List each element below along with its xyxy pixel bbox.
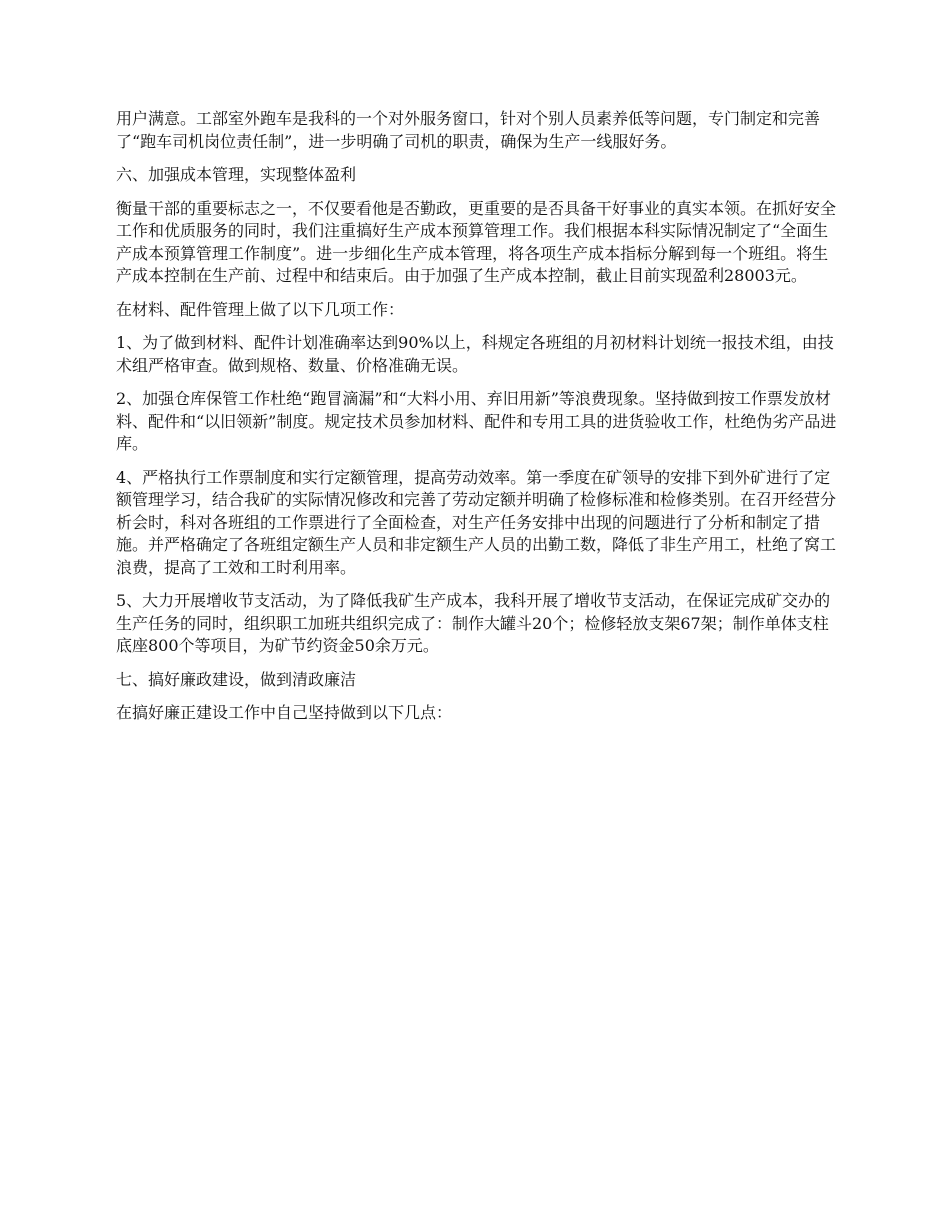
paragraph-service-window: 用户满意。工部室外跑车是我科的一个对外服务窗口，针对个别人员素养低等问题，专门制定和完善了“跑车司机岗位责任制”，进一步明确了司机的职责，确保为生产一线服好务。 [116,109,821,151]
list-item-work-ticket: 4、严格执行工作票制度和实行定额管理，提高劳动效率。第一季度在矿领导的安排下到外矿进行了定额管理学习，结合我矿的实际情况修改和完善了劳动定额并明确了检修标准和检修类别。在召开经营分析会时，科对各班组的工作票进行了全面检查，对生产任务安排中出现的问题进行了分析和制定了措施。并严格确定了各班组定额生产人员和非定额生产人员的出勤工数，降低了非生产用工，杜绝了窝工浪费，提高了工效和工时利用率。 [116,467,837,577]
paragraph-materials-intro: 在材料、配件管理上做了以下几项工作： [116,299,405,319]
section-heading-integrity: 七、搞好廉政建设，做到清政廉洁 [116,669,357,689]
paragraph-cost-budget: 衡量干部的重要标志之一，不仅要看他是否勤政，更重要的是否具备干好事业的真实本领。在抓好安全工作和优质服务的同时，我们注重搞好生产成本预算管理工作。我们根据本科实际情况制定了“全面生产成本预算管理工作制度”。进一步细化生产成本管理，将各项生产成本指标分解到每一个班组。将生产成本控制在生产前、过程中和结束后。由于加强了生产成本控制，截止目前实现盈利28003元。 [116,198,837,285]
list-item-cost-saving: 5、大力开展增收节支活动，为了降低我矿生产成本，我科开展了增收节支活动，在保证完成矿交办的生产任务的同时，组织职工加班共组织完成了：制作大罐斗20个；检修轻放支架67架；制作单体支柱底座800个等项目，为矿节约资金50余万元。 [116,591,831,655]
list-item-warehouse: 2、加强仓库保管工作杜绝“跑冒滴漏”和“大料小用、弃旧用新”等浪费现象。坚持做到按工作票发放材料、配件和“以旧领新”制度。规定技术员参加材料、配件和专用工具的进货验收工作，杜绝伪劣产品进库。 [116,389,837,453]
section-heading-cost-management: 六、加强成本管理，实现整体盈利 [116,165,357,184]
document-page [116,108,840,736]
list-item-material-plan: 1、为了做到材料、配件计划准确率达到90%以上，科规定各班组的月初材料计划统一报技术组，由技术组严格审查。做到规格、数量、价格准确无误。 [116,333,834,375]
paragraph-integrity-intro: 在搞好廉正建设工作中自己坚持做到以下几点： [116,703,453,722]
